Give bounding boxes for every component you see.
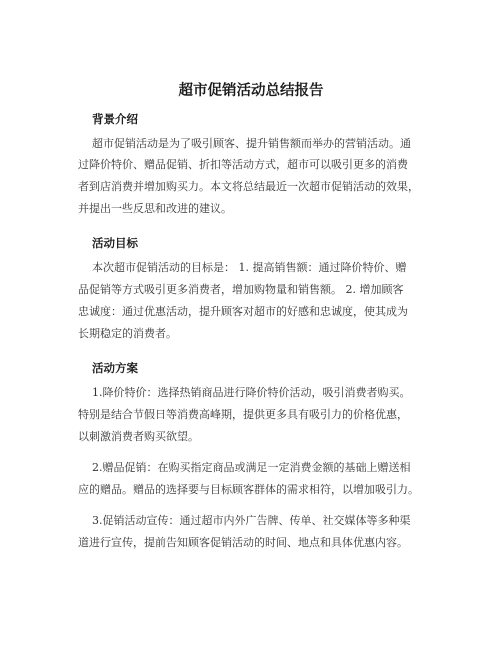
document-title: 超市促销活动总结报告 [178, 83, 324, 99]
plan-item-line: 以刺激消费者购买欲望。 [78, 430, 199, 443]
paragraph-line: 忠诚度：通过优惠活动，提升顾客对超市的好感和忠诚度，使其成为 [78, 305, 408, 318]
section-heading-background: 背景介绍 [92, 112, 138, 126]
plan-item-line: 特别是结合节假日等消费高峰期，提供更多具有吸引力的价格优惠， [78, 408, 408, 421]
paragraph-line: 本次超市促销活动的目标是： 1. 提高销售额：通过降价特价、赠 [92, 261, 407, 274]
plan-item-line: 1.降价特价：选择热销商品进行降价特价活动，吸引消费者购买。 [92, 386, 411, 399]
paragraph-line: 者到店消费并增加购买力。本文将总结最近一次超市促销活动的效果， [78, 180, 419, 193]
section-heading-goals: 活动目标 [92, 236, 138, 250]
plan-item-line: 道进行宣传，提前告知顾客促销活动的时间、地点和具体优惠内容。 [78, 536, 408, 549]
paragraph-line: 长期稳定的消费者。 [78, 327, 177, 340]
plan-item-line: 应的赠品。赠品的选择要与目标顾客群体的需求相符，以增加吸引力。 [78, 483, 419, 496]
plan-item-line: 3.促销活动宣传：通过超市内外广告牌、传单、社交媒体等多种渠 [92, 514, 411, 527]
plan-item-line: 2.赠品促销：在购买指定商品或满足一定消费金额的基础上赠送相 [92, 461, 411, 474]
paragraph-line: 并提出一些反思和改进的建议。 [78, 202, 232, 215]
section-heading-plan: 活动方案 [92, 361, 138, 375]
paragraph-line: 超市促销活动是为了吸引顾客、提升销售额而举办的营销活动。通 [92, 137, 411, 150]
paragraph-line: 过降价特价、赠品促销、折扣等活动方式，超市可以吸引更多的消费 [78, 158, 408, 171]
paragraph-line: 品促销等方式吸引更多消费者，增加购物量和销售额。 2. 增加顾客 [78, 283, 404, 296]
